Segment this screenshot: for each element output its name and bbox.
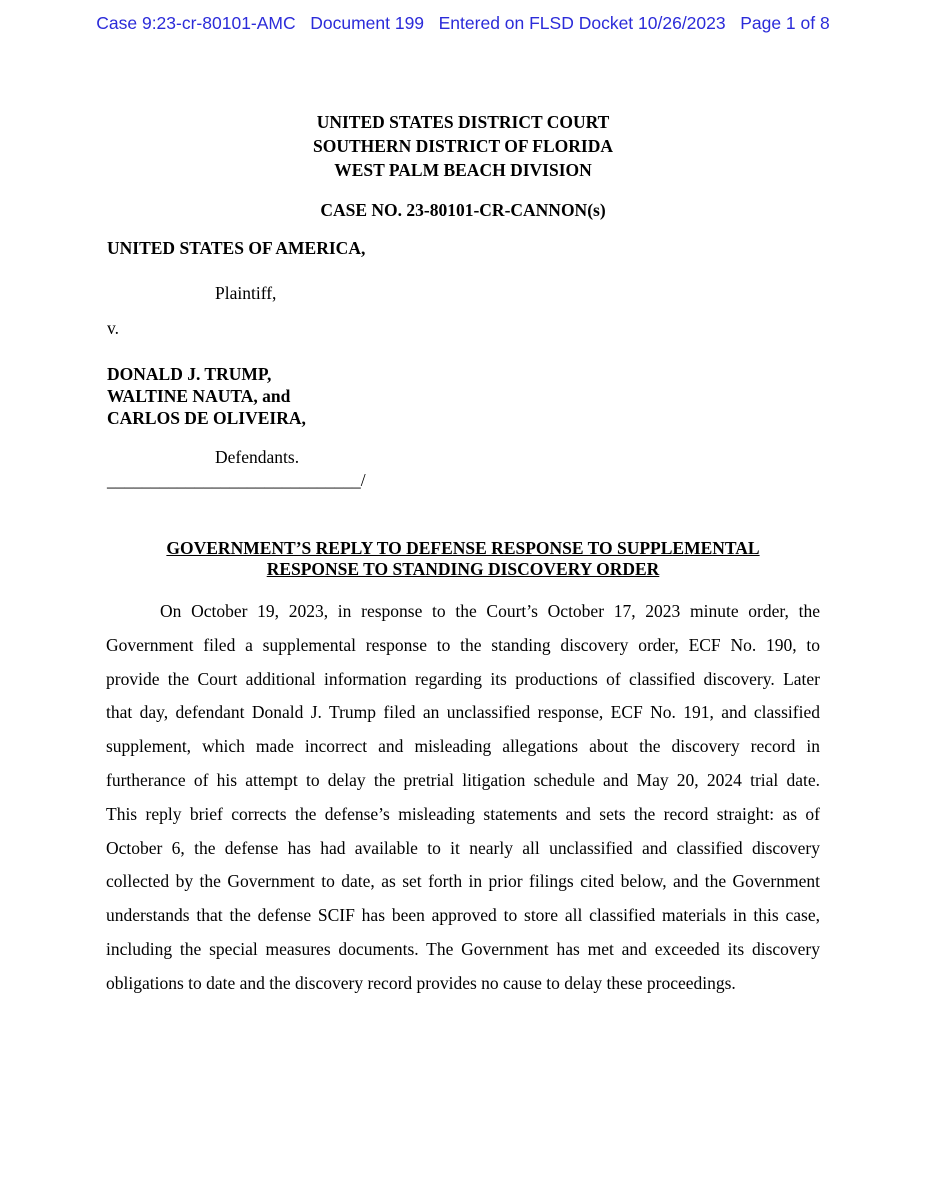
body-line: supplement, which made incorrect and misleading allegations about the discovery record in [106,736,820,757]
court-caption [0,110,926,182]
body-line: October 6, the defense has had available to it nearly all unclassified and classified discovery [106,837,820,858]
body-line: including the special measures documents. The Government has met and exceeded its discovery [106,938,820,959]
body-line: furtherance of his attempt to delay the pretrial litigation schedule and May 20, 2024 trial date. [106,769,820,790]
court-name: UNITED STATES DISTRICT COURT [316,112,610,132]
plaintiff-label: Plaintiff, [215,283,277,303]
body-line: collected by the Government to date, as set forth in prior filings cited below, and the Government [106,871,820,892]
docket-header-stamp: Case 9:23-cr-80101-AMC Document 199 Entered on FLSD Docket 10/26/2023 Page 1 of 8 [96,13,830,33]
defendants-names [107,363,306,429]
body-line: This reply brief corrects the defense’s misleading statements and sets the record straight: as of [106,803,820,824]
body-line: that day, defendant Donald J. Trump filed an unclassified response, ECF No. 191, and classified [106,702,820,723]
body-line: provide the Court additional information regarding its productions of classified discovery. Later [106,668,820,689]
defendant-name: WALTINE NAUTA, and [107,386,291,406]
defendant-name: DONALD J. TRUMP, [107,364,272,384]
body-line: Government filed a supplemental response to the standing discovery order, ECF No. 190, to [106,634,820,655]
document-title-line: RESPONSE TO STANDING DISCOVERY ORDER [266,559,660,579]
caption-signature-line: _____________________________/ [107,470,366,490]
plaintiff-name: UNITED STATES OF AMERICA, [107,238,366,258]
court-district: SOUTHERN DISTRICT OF FLORIDA [313,136,613,156]
document-title-line: GOVERNMENT’S REPLY TO DEFENSE RESPONSE TO SUPPLEMENTAL [166,538,760,558]
defendant-name: CARLOS DE OLIVEIRA, [107,408,306,428]
court-division: WEST PALM BEACH DIVISION [334,160,592,180]
case-number: CASE NO. 23-80101-CR-CANNON(s) [320,200,606,220]
versus-label: v. [107,318,119,338]
defendants-label: Defendants. [215,447,300,467]
body-paragraph [106,595,820,1001]
document-title [0,538,926,580]
body-line: On October 19, 2023, in response to the Court’s October 17, 2023 minute order, the [160,601,820,621]
body-line: obligations to date and the discovery record provides no cause to delay these proceedings. [106,972,736,993]
body-line: understands that the defense SCIF has been approved to store all classified materials in this case, [106,905,820,926]
